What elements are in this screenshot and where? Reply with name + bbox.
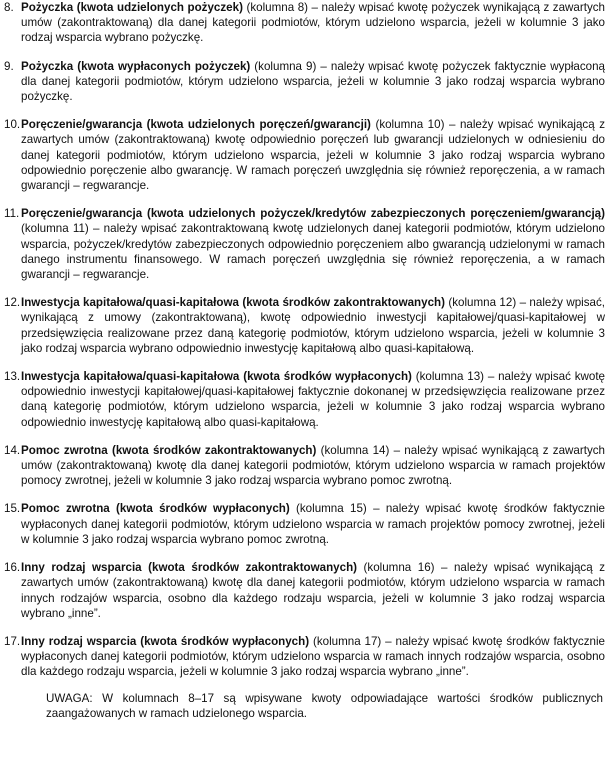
list-item-10 bbox=[4, 117, 605, 193]
item-number: 8. bbox=[4, 1, 14, 14]
item-body: (kolumna 14) – należy wpisać wynikającą z zawartych umów (zakontraktowaną) kwotę dla danej kategorii podmiotów, którym udzielono wsparcia w ramach projektów pomocy zwrotnej, jeżeli w kolumnie 3 jako rodzaj wsparcia wybrano pomoc zwrotną. bbox=[21, 443, 605, 488]
item-text bbox=[21, 501, 605, 547]
list-item-9 bbox=[4, 59, 605, 105]
list-item-15 bbox=[4, 501, 605, 547]
item-number: 10. bbox=[4, 118, 21, 132]
item-title: Inny rodzaj wsparcia (kwota środków zakontraktowanych) bbox=[21, 561, 358, 575]
list-item-11 bbox=[4, 206, 605, 282]
item-text bbox=[21, 59, 605, 105]
item-text bbox=[21, 117, 605, 193]
item-text bbox=[21, 206, 605, 282]
item-title: Inwestycja kapitałowa/quasi-kapitałowa (kwota środków zakontraktowanych) bbox=[21, 296, 445, 310]
item-number: 12. bbox=[4, 296, 21, 310]
item-title: Pożyczka (kwota udzielonych pożyczek) bbox=[21, 1, 243, 14]
item-title: Inwestycja kapitałowa/quasi-kapitałowa (kwota środków wypłaconych) bbox=[21, 370, 412, 384]
item-body: (kolumna 16) – należy wpisać wynikającą z zawartych umów (zakontraktowaną) kwotę dla danej kategorii podmiotów, którym udzielono wsparcia w ramach innych rodzajów wsparcia, osobno dla każdego rodzaju wsparcia, jeżeli w kolumnie 3 jako rodzaj wsparcia wybrano „inne”. bbox=[21, 561, 605, 620]
item-title: Pomoc zwrotna (kwota środków wypłaconych) bbox=[21, 502, 290, 516]
item-text bbox=[21, 369, 605, 430]
item-number: 14. bbox=[4, 443, 21, 457]
list-item-16 bbox=[4, 560, 605, 621]
item-body: (kolumna 10) – należy wpisać wynikającą z zawartych umów (zakontraktowaną) kwotę odpowiednio poręczeń lub gwarancji udzielonych w odniesieniu do danej kategorii podmiotów, którym udzielono wsparcia, jeżeli w kolumnie 3 jako rodzaj wsparcia wybrano odpowiednio poręczenie albo gwarancję. W ramach poręczeń uwzględnia się również reporęczenia, a w ramach gwarancji – regwarancje. bbox=[21, 118, 605, 193]
item-title: Pomoc zwrotna (kwota środków zakontraktowanych) bbox=[21, 443, 317, 457]
list-item-14 bbox=[4, 443, 605, 489]
item-title: Pożyczka (kwota wypłaconych pożyczek) bbox=[21, 59, 251, 73]
list-item-8 bbox=[4, 0, 605, 46]
item-body: (kolumna 15) – należy wpisać kwotę środków faktycznie wypłaconych danej kategorii podmiotów, którym udzielono wsparcia w ramach projektów pomocy zwrotnej, jeżeli w kolumnie 3 jako rodzaj wsparcia wybrano pomoc zwrotną. bbox=[21, 502, 605, 546]
item-body: (kolumna 8) – należy wpisać kwotę pożyczek wynikającą z zawartych umów (zakontraktowaną) dla danej kategorii podmiotów, którym udzielono wsparcia, jeżeli w kolumnie 3 jako rodzaj wsparcia wybrano pożyczkę. bbox=[21, 1, 605, 45]
list-item-17 bbox=[4, 634, 605, 680]
item-title: Inny rodzaj wsparcia (kwota środków wypłaconych) bbox=[21, 634, 310, 648]
item-number: 16. bbox=[4, 561, 21, 575]
item-number: 11. bbox=[4, 207, 20, 221]
item-text bbox=[21, 295, 605, 356]
item-number: 15. bbox=[4, 502, 21, 516]
item-body: (kolumna 13) – należy wpisać kwotę odpowiednio inwestycji kapitałowej/quasi-kapitałowej faktycznie dokonanej w przedsięwzięcia realizowane przez daną kategorię podmiotów, którym udzielono wsparcia, jeżeli w kolumnie 3 jako rodzaj wsparcia wybrano odpowiednio inwestycję kapitałową albo quasi-kapitałową. bbox=[21, 370, 606, 429]
item-number: 9. bbox=[4, 59, 14, 73]
item-number: 17. bbox=[4, 634, 21, 648]
item-title: Poręczenie/gwarancja (kwota udzielonych pożyczek/kredytów zabezpieczonych poręczeniem/gwarancją) bbox=[21, 207, 605, 221]
item-body: (kolumna 9) – należy wpisać kwotę pożyczek faktycznie wypłaconą dla danej kategorii podmiotów, którym udzielono wsparcia, jeżeli w kolumnie 3 jako rodzaj wsparcia wybrano pożyczkę. bbox=[21, 59, 605, 104]
item-body: (kolumna 17) – należy wpisać kwotę środków faktycznie wypłaconych danej kategorii podmiotów, którym udzielono wsparcia w ramach innych rodzajów wsparcia, osobno dla każdego rodzaju wsparcia, jeżeli w kolumnie 3 jako rodzaj wsparcia wybrano „inne”. bbox=[21, 634, 605, 679]
item-text bbox=[21, 560, 605, 621]
item-body: (kolumna 12) – należy wpisać, wynikającą z umowy (zakontraktowaną), kwotę odpowiednio inwestycji kapitałowej/quasi-kapitałowej w przedsięwzięcia realizowane przez daną kategorię podmiotów, którym udzielono wsparcia, jeżeli w kolumnie 3 jako rodzaj wsparcia wybrano odpowiednio inwestycję kapitałową albo quasi-kapitałową. bbox=[21, 296, 605, 355]
item-title: Poręczenie/gwarancja (kwota udzielonych poręczeń/gwarancji) bbox=[21, 118, 371, 132]
item-text bbox=[21, 0, 605, 46]
warning-note: UWAGA: W kolumnach 8–17 są wpisywane kwoty odpowiadające wartości środków publicznych zaangażowanych w ramach udzielonego wsparcia. bbox=[46, 691, 603, 720]
list-item-12 bbox=[4, 295, 605, 356]
item-body: (kolumna 11) – należy wpisać zakontraktowaną kwotę udzielonych danej kategorii podmiotów, którym udzielono wsparcia, pożyczek/kredytów zabezpieczonych odpowiednio poręczeniem albo gwarancją udzielonymi w ramach danego instrumentu finansowego. W ramach poręczeń uwzględnia się również reporęczenia, a w ramach gwarancji – regwarancje. bbox=[21, 222, 605, 282]
item-text bbox=[21, 634, 605, 680]
item-text bbox=[21, 443, 605, 489]
item-number: 13. bbox=[4, 370, 21, 384]
list-item-13 bbox=[4, 369, 605, 430]
